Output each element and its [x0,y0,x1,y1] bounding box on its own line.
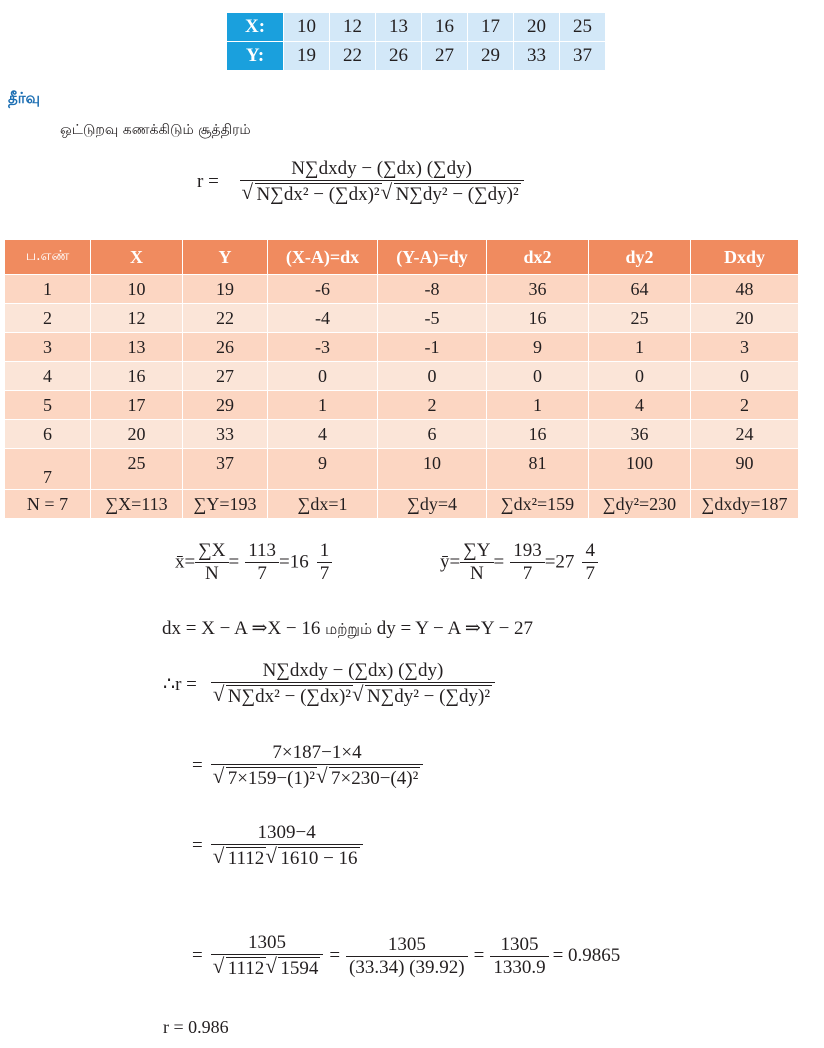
total-cell: ∑dy=4 [378,490,487,519]
formula-numerator: N∑dxdy − (∑dx) (∑dy) [291,158,472,179]
step4-formula [192,932,620,980]
correlation-formula [197,158,524,206]
fraction-denominator: N [195,562,228,585]
table-cell: 1 [5,275,91,304]
step1-root2: √ N∑dy² − (∑dy)² [365,685,492,708]
step2-root1: √ 7×159−(1)² [226,767,317,790]
y-value: 26 [375,42,421,71]
total-cell: ∑Y=193 [183,490,268,519]
table-cell: 2 [5,304,91,333]
y-mean-result: =27 [544,551,575,573]
table-cell: 0 [268,362,378,391]
x-value: 20 [513,13,559,42]
formula-root1: √ N∑dx² − (∑dx)² [255,183,382,206]
table-cell: 16 [91,362,183,391]
table-cell: -3 [268,333,378,362]
table-cell: 1 [268,391,378,420]
step3-numerator: 1309−4 [257,822,316,843]
table-cell: 0 [487,362,589,391]
x-mean-lhs: x̄= [175,551,196,573]
column-header: Y [183,240,268,275]
y-value: 27 [421,42,467,71]
totals-row [5,490,799,519]
table-cell: 17 [91,391,183,420]
step3-formula [192,822,363,870]
y-value: 29 [467,42,513,71]
total-cell: ∑X=113 [91,490,183,519]
y-mean-equation [440,540,598,585]
xy-data-table [226,13,605,71]
column-header: (Y-A)=dy [378,240,487,275]
table-cell: 7 [5,449,91,490]
step4-denominator: 1330.9 [490,956,548,979]
total-cell: ∑dxdy=187 [691,490,799,519]
table-cell: 81 [487,449,589,490]
y-label: Y: [226,42,283,71]
table-cell: 16 [487,304,589,333]
step2-numerator: 7×187−1×4 [272,742,362,763]
table-cell: 6 [378,420,487,449]
table-cell: 29 [183,391,268,420]
table-cell: 16 [487,420,589,449]
formula-root2: √ N∑dy² − (∑dy)² [394,183,521,206]
column-header: Dxdy [691,240,799,275]
fraction-numerator: 193 [513,540,542,561]
table-cell: 9 [268,449,378,490]
step2-root2: √ 7×230−(4)² [329,767,420,790]
fraction-denominator: 7 [582,562,598,585]
total-cell: N = 7 [5,490,91,519]
x-value: 10 [283,13,329,42]
fraction-denominator: 7 [245,562,279,585]
table-cell: 4 [268,420,378,449]
table-cell: 36 [487,275,589,304]
table-cell: 3 [691,333,799,362]
step4-root1: √ 1112 [226,957,267,980]
table-cell: 9 [487,333,589,362]
table-cell: 2 [691,391,799,420]
table-cell: 1 [487,391,589,420]
column-header: dx2 [487,240,589,275]
table-cell: -5 [378,304,487,333]
table-row [5,304,799,333]
step4-numerator: 1305 [387,933,426,955]
table-cell: 4 [589,391,691,420]
table-cell: 64 [589,275,691,304]
step4-numerator: 1305 [248,932,287,953]
calculation-table [5,240,799,519]
table-cell: 20 [691,304,799,333]
step1-numerator: N∑dxdy − (∑dx) (∑dy) [262,660,444,681]
equals-sign: = [228,551,240,573]
equals-sign: = [493,551,505,573]
total-cell: ∑dy²=230 [589,490,691,519]
column-header: dy2 [589,240,691,275]
table-cell: 27 [183,362,268,391]
table-row [5,275,799,304]
table-cell: 25 [91,449,183,490]
x-value: 12 [329,13,375,42]
table-cell: -4 [268,304,378,333]
table-cell: 6 [5,420,91,449]
column-header: X [91,240,183,275]
total-cell: ∑dx=1 [268,490,378,519]
step4-lhs: = [192,945,203,966]
column-header: ப.எண் [5,240,91,275]
step2-formula [192,742,423,790]
table-cell: 10 [91,275,183,304]
table-cell: 20 [91,420,183,449]
dy-definition: dy = Y − A ⇒Y − 27 [372,618,534,639]
table-cell: 1 [589,333,691,362]
equals-sign: = [329,945,341,966]
step3-root1: √ 1112 [226,847,267,870]
x-row [226,13,605,42]
table-cell: 90 [691,449,799,490]
table-cell: 10 [378,449,487,490]
final-result: r = 0.986 [163,1017,229,1037]
y-row [226,42,605,71]
table-cell: 5 [5,391,91,420]
table-cell: 13 [91,333,183,362]
step1-lhs: ∴r = [163,673,197,695]
formula-caption: ஒட்டுறவு கணக்கிடும் சூத்திரம் [60,122,251,138]
step3-root2: √ 1610 − 16 [278,847,359,870]
x-mean-equation [175,540,332,585]
fraction-numerator: ∑Y [463,540,491,561]
table-cell: 37 [183,449,268,490]
x-value: 13 [375,13,421,42]
dx-definition: dx = X − A ⇒X − 16 [162,618,326,639]
table-row [5,362,799,391]
y-value: 37 [559,42,605,71]
step1-formula [163,660,495,708]
table-cell: 2 [378,391,487,420]
fraction-numerator: ∑X [198,540,226,561]
x-mean-result: =16 [279,551,309,573]
table-row [5,420,799,449]
x-value: 25 [559,13,605,42]
table-cell: 0 [589,362,691,391]
x-value: 16 [421,13,467,42]
fraction-denominator: 7 [510,562,545,585]
fraction-denominator: N [460,562,493,585]
fraction-numerator: 4 [585,540,595,561]
table-cell: 33 [183,420,268,449]
equals-sign: = [473,945,485,966]
x-value: 17 [467,13,513,42]
deviation-line [162,617,533,640]
table-cell: 25 [589,304,691,333]
solution-heading: தீர்வு [8,89,40,107]
table-header-row [5,240,799,275]
table-cell: -8 [378,275,487,304]
y-value: 19 [283,42,329,71]
step4-root2: √ 1594 [278,957,320,980]
table-cell: 12 [91,304,183,333]
table-cell: -1 [378,333,487,362]
table-cell: 3 [5,333,91,362]
table-row [5,391,799,420]
step4-denominator: (33.34) (39.92) [346,956,468,979]
and-connector: மற்றும் [325,620,373,638]
fraction-denominator: 7 [317,562,333,585]
table-cell: 0 [691,362,799,391]
fraction-numerator: 113 [248,540,277,561]
table-cell: 26 [183,333,268,362]
y-value: 33 [513,42,559,71]
step2-lhs: = [192,755,203,776]
step3-lhs: = [192,835,203,856]
y-value: 22 [329,42,375,71]
step1-root1: √ N∑dx² − (∑dx)² [226,685,353,708]
table-cell: 19 [183,275,268,304]
step4-numerator: 1305 [500,933,539,955]
table-row [5,449,799,490]
table-cell: 22 [183,304,268,333]
table-cell: 36 [589,420,691,449]
formula-lhs: r = [197,171,219,192]
table-cell: 48 [691,275,799,304]
column-header: (X-A)=dx [268,240,378,275]
total-cell: ∑dx²=159 [487,490,589,519]
table-cell: 0 [378,362,487,391]
table-row [5,333,799,362]
y-mean-lhs: ȳ= [440,551,461,573]
table-cell: 4 [5,362,91,391]
fraction-numerator: 1 [319,540,330,561]
table-cell: 24 [691,420,799,449]
table-cell: 100 [589,449,691,490]
x-label: X: [226,13,283,42]
table-cell: -6 [268,275,378,304]
step4-result: = 0.9865 [552,945,621,966]
